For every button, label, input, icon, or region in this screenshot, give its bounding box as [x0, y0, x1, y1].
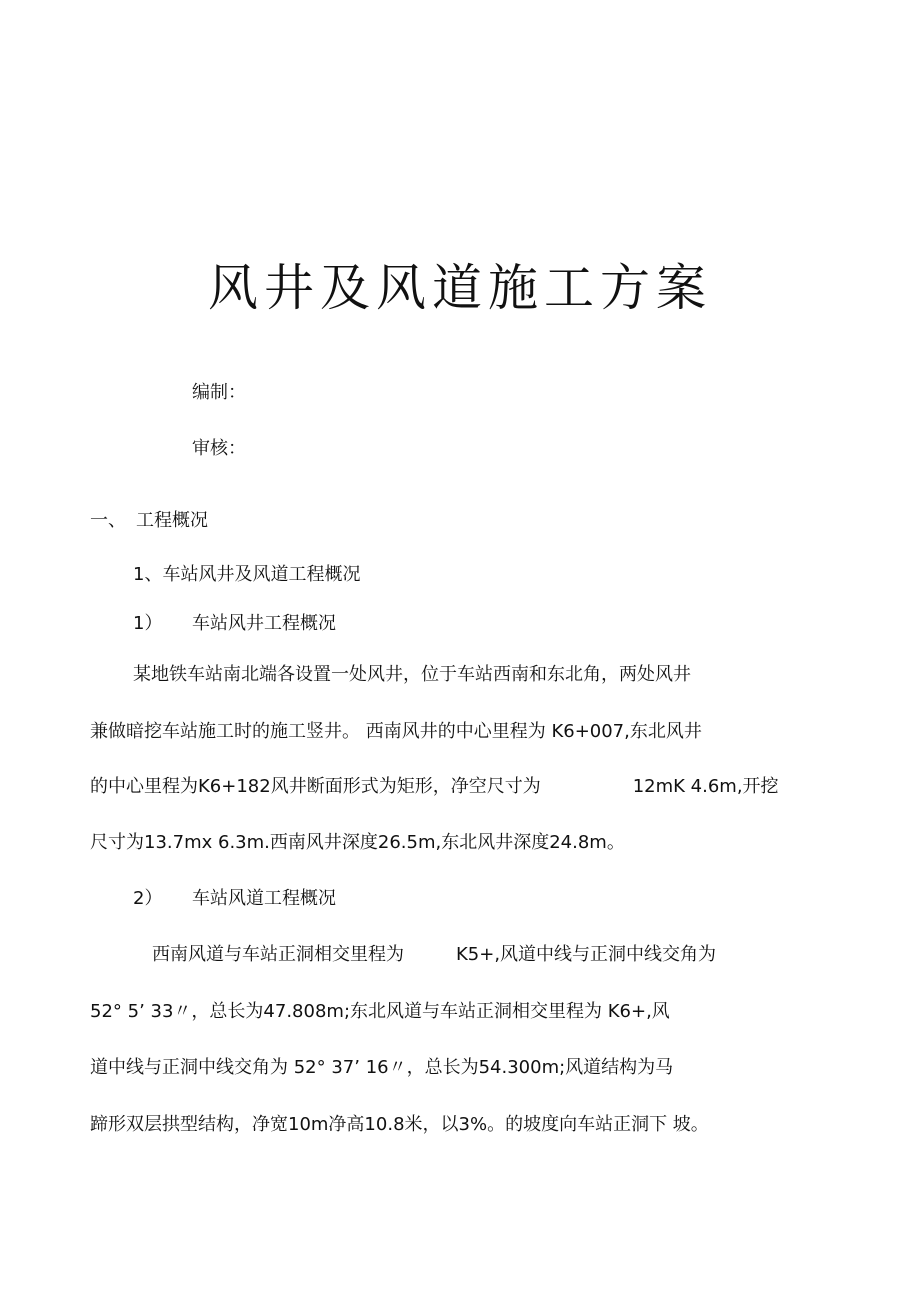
paragraph-2-line-4: 蹄形双层拱型结构，净宽10m净高10.8米，以3%。的坡度向车站正洞下 坡。 — [90, 1114, 709, 1135]
paragraph-1-line-1: 某地铁车站南北端各设置一处风井，位于车站西南和东北角，两处风井 — [133, 664, 691, 685]
subsection-heading: 1、车站风井及风道工程概况 — [133, 564, 361, 585]
paragraph-1-line-3-part-b: 12mK 4.6m,开挖 — [632, 776, 779, 797]
document-title: 风井及风道施工方案 — [208, 259, 712, 317]
paragraph-1-line-4: 尺寸为13.7mx 6.3m.西南风井深度26.5m,东北风井深度24.8m。 — [90, 832, 625, 853]
paragraph-1-line-3-part-a: 的中心里程为K6+182风井断面形式为矩形，净空尺寸为 — [90, 776, 541, 797]
section-heading — [90, 509, 208, 533]
section-title: 工程概况 — [136, 510, 208, 531]
paragraph-2-line-1-part-a: 西南风道与车站正洞相交里程为 — [152, 944, 404, 965]
compile-label: 编制： — [192, 382, 246, 403]
paragraph-1-line-2: 兼做暗挖车站施工时的施工竖井。 西南风井的中心里程为 K6+007,东北风井 — [90, 721, 702, 742]
item-title-1: 车站风井工程概况 — [192, 613, 336, 634]
paragraph-1-line-3 — [90, 775, 779, 799]
item-heading-1 — [133, 612, 336, 636]
paragraph-2-line-1-part-b: K5+,风道中线与正洞中线交角为 — [456, 944, 717, 965]
paragraph-2-line-3: 道中线与正洞中线交角为 52° 37’ 16〃，总长为54.300m;风道结构为马 — [90, 1057, 674, 1078]
paragraph-2-line-2: 52° 5’ 33〃，总长为47.808m;东北风道与车站正洞相交里程为 K6+,风 — [90, 1001, 670, 1022]
item-number-1: 1） — [133, 613, 163, 634]
item-heading-2 — [133, 887, 336, 911]
section-number: 一、 — [90, 510, 126, 531]
item-title-2: 车站风道工程概况 — [192, 888, 336, 909]
item-number-2: 2） — [133, 888, 163, 909]
review-label: 审核： — [192, 438, 246, 459]
paragraph-2-line-1 — [152, 943, 716, 967]
